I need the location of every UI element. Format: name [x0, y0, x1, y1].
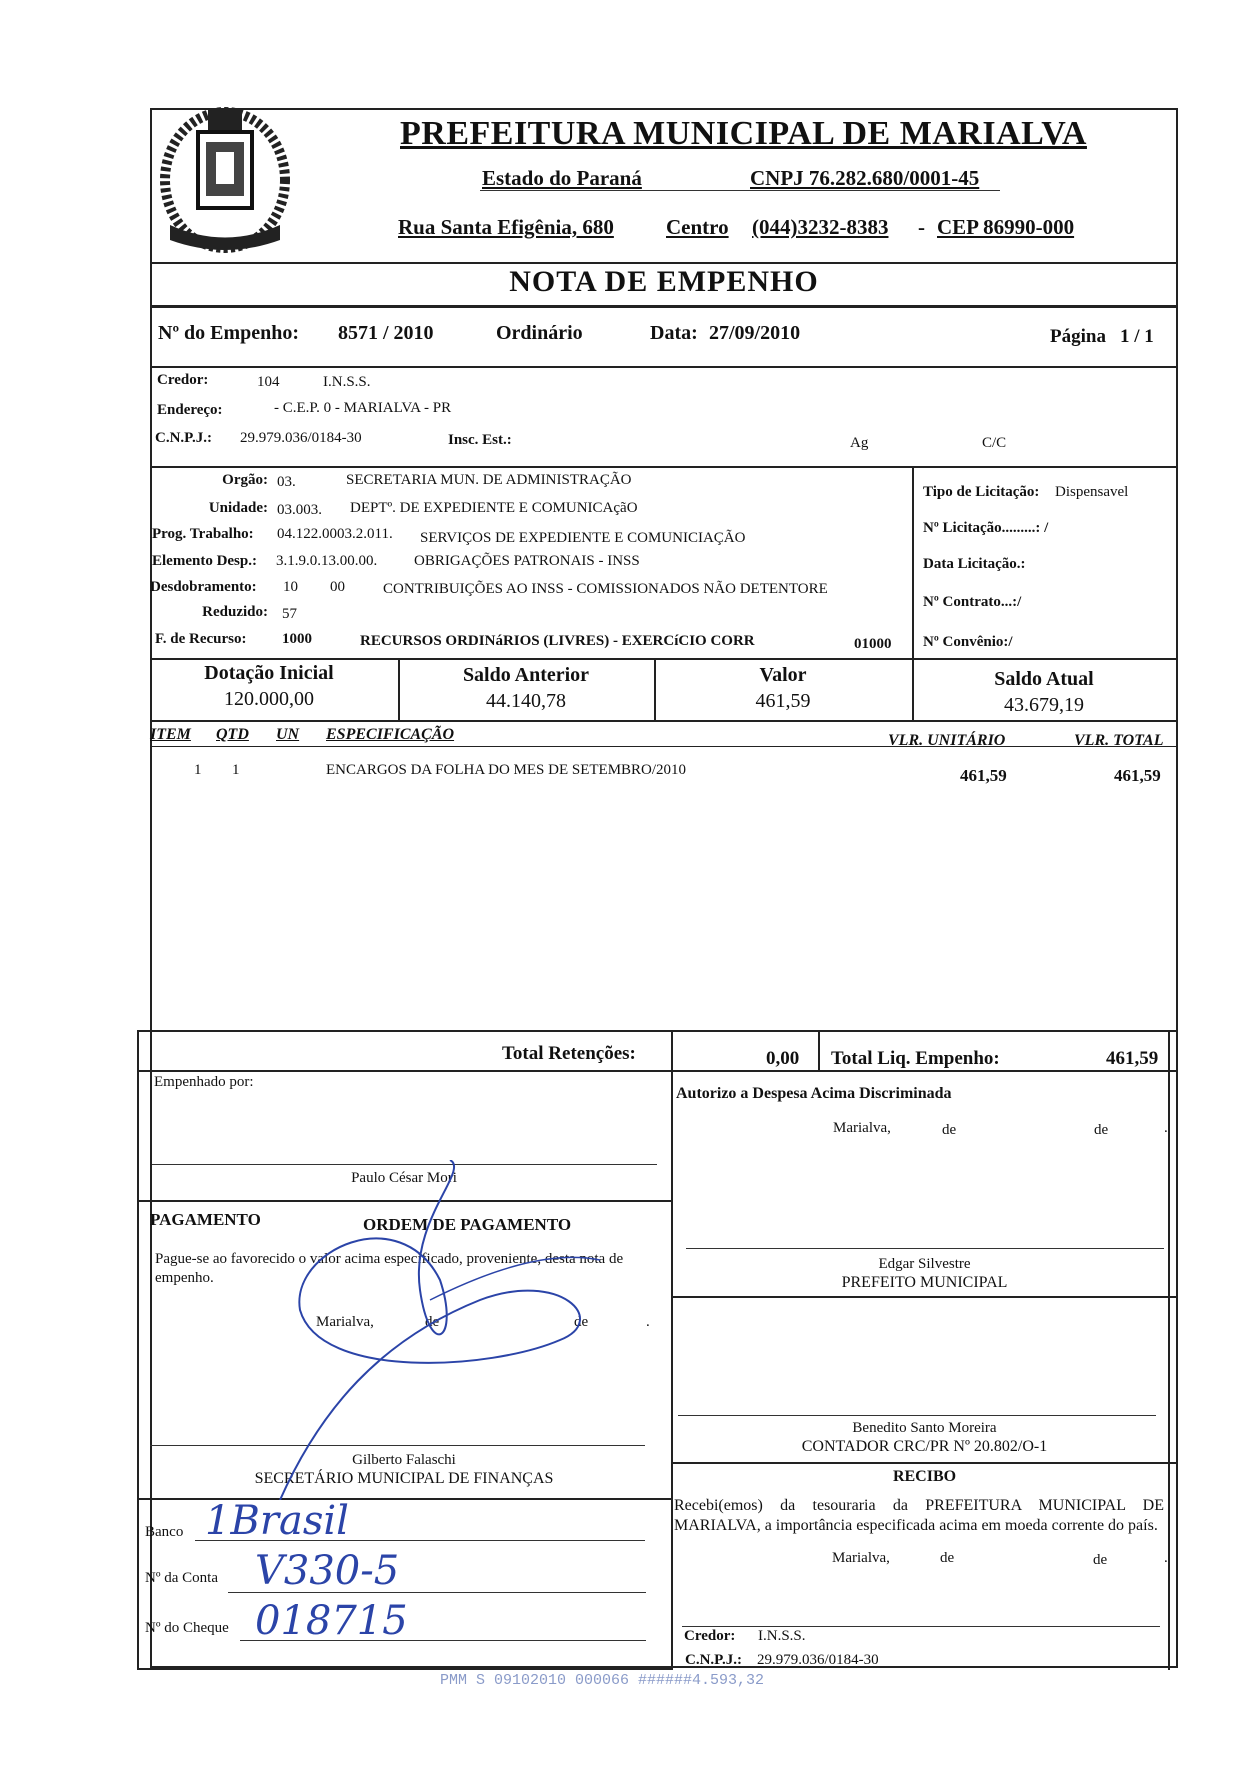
left-de1: de: [425, 1314, 440, 1330]
cc-label: C/C: [982, 435, 1007, 451]
retencoes-value: 0,00: [766, 1048, 800, 1069]
prog-name: SERVIÇOS DE EXPEDIENTE E COMUNICIAÇÃO: [420, 530, 746, 546]
conta-handwritten: V330-5: [255, 1548, 400, 1594]
empenho-number-label: Nº do Empenho:: [158, 322, 300, 344]
page-title: PREFEITURA MUNICIPAL DE MARIALVA: [400, 115, 1087, 152]
recibo-label: RECIBO: [892, 1468, 957, 1485]
dotacao-value: 120.000,00: [224, 688, 314, 710]
desdobramento-code1: 10: [283, 579, 298, 595]
col-unitario: VLR. UNITÁRIO: [888, 732, 1006, 749]
row-total: 461,59: [1114, 766, 1161, 785]
reduzido-label: Reduzido:: [202, 604, 268, 620]
prog-code: 04.122.0003.2.011.: [277, 526, 393, 542]
banco-handwritten: 1Brasil: [205, 1498, 349, 1544]
prefeito-name: Edgar Silvestre: [878, 1256, 971, 1272]
municipal-seal: [150, 100, 300, 258]
secretario-title: SECRETÁRIO MUNICIPAL DE FINANÇAS: [254, 1470, 554, 1487]
contador-title: CONTADOR CRC/PR Nº 20.802/O-1: [801, 1438, 1048, 1455]
licitacao-data-label: Data Licitação.:: [923, 556, 1026, 572]
liq-value: 461,59: [1106, 1048, 1159, 1069]
cnpj-label: C.N.P.J.:: [155, 430, 212, 446]
empenhado-label: Empenhado por:: [154, 1074, 254, 1090]
desdobramento-label: Desdobramento:: [150, 579, 257, 595]
col-qtd: QTD: [216, 726, 249, 743]
col-especificacao: ESPECIFICAÇÃO: [326, 726, 455, 743]
recibo-credor-label: Credor:: [684, 1628, 736, 1644]
recibo-de2: de: [1093, 1552, 1108, 1568]
licitacao-tipo: Dispensavel: [1055, 484, 1129, 500]
row-qtd: 1: [232, 762, 240, 778]
elemento-label: Elemento Desp.:: [152, 553, 257, 569]
recibo-cnpj: 29.979.036/0184-30: [757, 1652, 879, 1668]
right-dot: .: [1164, 1120, 1168, 1136]
elemento-code: 3.1.9.0.13.00.00.: [276, 553, 378, 569]
ordem-text: Pague-se ao favorecido o valor acima especificado, proveniente, desta nota de empenho.: [155, 1251, 624, 1286]
credor-name: I.N.S.S.: [323, 374, 371, 390]
recibo-dot: .: [1164, 1550, 1168, 1566]
right-city: Marialva,: [833, 1120, 891, 1136]
unidade-name: DEPTº. DE EXPEDIENTE E COMUNICAçãO: [350, 500, 638, 516]
orgao-label: Orgão:: [222, 472, 268, 488]
empenho-date-label: Data:: [650, 322, 698, 344]
endereco-label: Endereço:: [157, 402, 223, 418]
header-cep: CEP 86990-000: [937, 215, 1075, 239]
col-item: ITEM: [150, 726, 191, 743]
right-de1: de: [942, 1122, 957, 1138]
liq-label: Total Liq. Empenho:: [831, 1048, 1000, 1069]
document-title: NOTA DE EMPENHO: [509, 265, 819, 298]
right-de2: de: [1094, 1122, 1109, 1138]
recibo-credor: I.N.S.S.: [758, 1628, 806, 1644]
saldo-atual-label: Saldo Atual: [994, 668, 1094, 690]
reduzido-value: 57: [282, 606, 297, 622]
recibo-text: Recebi(emos) da tesouraria da PREFEITURA MUNICIPAL DE MARIALVA, a importância especificada acima em moeda corrente do país.: [674, 1497, 1164, 1534]
credor-label: Credor:: [157, 372, 209, 388]
contrato-label: Nº Contrato...:/: [923, 594, 1022, 610]
contador-name: Benedito Santo Moreira: [852, 1420, 997, 1436]
state-name: Estado do Paraná: [482, 166, 642, 190]
banco-label: Banco: [145, 1524, 184, 1540]
orgao-name: SECRETARIA MUN. DE ADMINISTRAÇÃO: [346, 472, 632, 488]
page-label: Página: [1050, 326, 1106, 347]
row-item: 1: [194, 762, 202, 778]
orgao-code: 03.: [277, 474, 296, 490]
left-de2: de: [574, 1314, 589, 1330]
secretario-name: Gilberto Falaschi: [352, 1452, 456, 1468]
empenho-type: Ordinário: [496, 322, 583, 344]
seal-text: MARIALVA: [198, 222, 253, 235]
unidade-code: 03.003.: [277, 502, 322, 518]
unidade-label: Unidade:: [208, 500, 268, 516]
licitacao-tipo-label: Tipo de Licitação:: [923, 484, 1040, 500]
row-spec: ENCARGOS DA FOLHA DO MES DE SETEMBRO/2010: [326, 762, 687, 778]
saldo-anterior-value: 44.140,78: [486, 690, 566, 712]
cheque-label: Nº do Cheque: [145, 1620, 229, 1636]
recurso-num: 01000: [854, 636, 892, 652]
convenio-label: Nº Convênio:/: [923, 634, 1013, 650]
page-number: 1 / 1: [1120, 326, 1154, 347]
prefeito-title: PREFEITO MUNICIPAL: [841, 1274, 1008, 1291]
empenho-number: 8571 / 2010: [338, 322, 434, 344]
valor-value: 461,59: [755, 690, 811, 712]
licitacao-num-label: Nº Licitação.........: /: [923, 520, 1049, 536]
desdobramento-name: CONTRIBUIÇÕES AO INSS - COMISSIONADOS NÃO DETENTORE: [383, 581, 828, 597]
credor-cnpj: 29.979.036/0184-30: [240, 430, 362, 446]
left-dot: .: [646, 1314, 650, 1330]
saldo-anterior-label: Saldo Anterior: [462, 664, 590, 686]
prog-label: Prog. Trabalho:: [152, 526, 254, 542]
empenho-date: 27/09/2010: [709, 322, 801, 344]
insc-label: Insc. Est.:: [448, 432, 512, 448]
header-phone: (044)3232-8383: [752, 215, 889, 239]
header-cnpj: CNPJ 76.282.680/0001-45: [750, 166, 980, 190]
header-district: Centro: [666, 215, 729, 239]
left-city: Marialva,: [316, 1314, 374, 1330]
col-total: VLR. TOTAL: [1074, 732, 1164, 749]
recibo-de1: de: [940, 1550, 955, 1566]
ordem-pagamento-label: ORDEM DE PAGAMENTO: [363, 1215, 572, 1234]
autorizo-text: Autorizo a Despesa Acima Discriminada: [676, 1085, 952, 1102]
desdobramento-code2: 00: [330, 579, 345, 595]
credor-address: - C.E.P. 0 - MARIALVA - PR: [274, 400, 452, 416]
valor-label: Valor: [759, 664, 807, 686]
conta-label: Nº da Conta: [145, 1570, 218, 1586]
recurso-label: F. de Recurso:: [155, 631, 247, 647]
col-un: UN: [276, 726, 300, 743]
row-unit: 461,59: [960, 766, 1007, 785]
saldo-atual-value: 43.679,19: [1004, 694, 1084, 716]
credor-code: 104: [257, 374, 280, 390]
ag-label: Ag: [850, 435, 869, 451]
header-dash: -: [918, 215, 925, 239]
recibo-city: Marialva,: [832, 1550, 890, 1566]
retencoes-label: Total Retenções:: [502, 1043, 636, 1064]
elemento-name: OBRIGAÇÕES PATRONAIS - INSS: [414, 553, 640, 569]
pagamento-label: PAGAMENTO: [150, 1210, 261, 1229]
header-address: Rua Santa Efigênia, 680: [398, 215, 614, 239]
recurso-code: 1000: [282, 631, 312, 647]
cheque-handwritten: 018715: [255, 1598, 408, 1644]
recurso-name: RECURSOS ORDINáRIOS (LIVRES) - EXERCíCIO CORR: [360, 633, 755, 649]
empenhado-name: Paulo César Mori: [351, 1170, 457, 1186]
recibo-cnpj-label: C.N.P.J.:: [685, 1652, 742, 1668]
stamp-text: PMM S 09102010 000066 ######4.593,32: [440, 1672, 765, 1689]
signature: [260, 1160, 660, 1500]
dotacao-label: Dotação Inicial: [204, 662, 334, 684]
